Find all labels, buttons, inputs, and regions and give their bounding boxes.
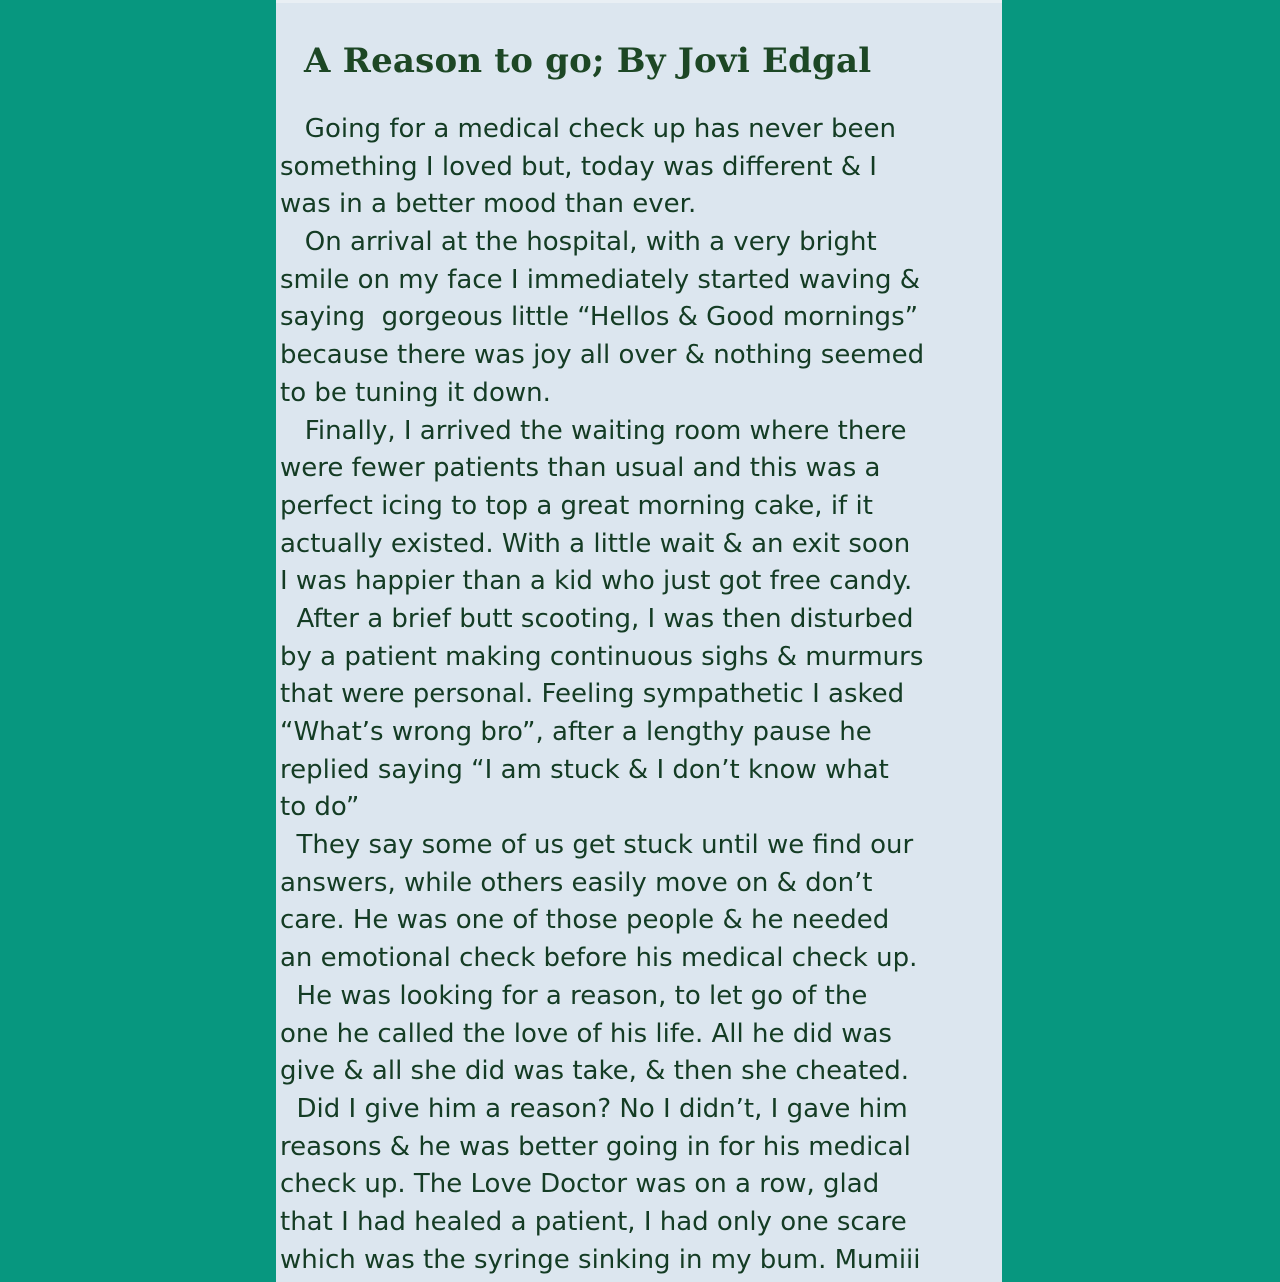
body-line: one he called the love of his life. All he did was [280, 1018, 892, 1049]
body-line: “What’s wrong bro”, after a lengthy pause he [280, 717, 872, 747]
body-line: which was the syringe sinking in my bum. Mumiii [280, 1244, 921, 1275]
body-line: reasons & he was better going in for his medical [280, 1131, 911, 1162]
body-line: something I loved but, today was different & I [280, 151, 877, 182]
body-line: to be tuning it down. [280, 377, 551, 408]
body-line: perfect icing to top a great morning cake, if it [280, 490, 873, 521]
body-line: Going for a medical check up has never been [280, 114, 896, 144]
body-line: because there was joy all over & nothing seemed [280, 340, 925, 371]
body-line: I was happier than a kid who just got free candy. [280, 566, 913, 597]
body-line: He was looking for a reason, to let go of the [280, 980, 868, 1011]
body-line: smile on my face I immediately started waving & [280, 264, 921, 295]
body-line: saying gorgeous little “Hellos & Good mornings” [280, 302, 919, 333]
body-line: by a patient making continuous sighs & murmurs [280, 641, 924, 672]
body-line: replied saying “I am stuck & I don’t know what [280, 754, 889, 785]
body-line: give & all she did was take, & then she cheated. [280, 1056, 910, 1087]
body-line: Finally, I arrived the waiting room where there [280, 415, 907, 446]
body-line: answers, while others easily move on & don’t [280, 867, 873, 898]
article-page [276, 0, 1002, 1282]
article-body [280, 111, 1002, 1279]
article-title: A Reason to go; By Jovi Edgal [304, 41, 872, 81]
body-line: After a brief butt scooting, I was then disturbed [280, 603, 914, 634]
body-line: check up. The Love Doctor was on a row, glad [280, 1169, 880, 1200]
body-line: to do” [280, 792, 360, 823]
body-line: care. He was one of those people & he needed [280, 905, 890, 936]
body-line: that I had healed a patient, I had only one scare [280, 1206, 907, 1237]
body-line: Did I give him a reason? No I didn’t, I gave him [280, 1093, 908, 1124]
body-line: was in a better mood than ever. [280, 189, 697, 220]
body-line: actually existed. With a little wait & an exit soon [280, 528, 911, 559]
body-line: They say some of us get stuck until we find our [280, 830, 914, 861]
body-line: that were personal. Feeling sympathetic I asked [280, 679, 905, 710]
body-line: an emotional check before his medical check up. [280, 943, 918, 974]
body-line: were fewer patients than usual and this was a [280, 453, 881, 484]
body-line: On arrival at the hospital, with a very bright [280, 227, 877, 258]
